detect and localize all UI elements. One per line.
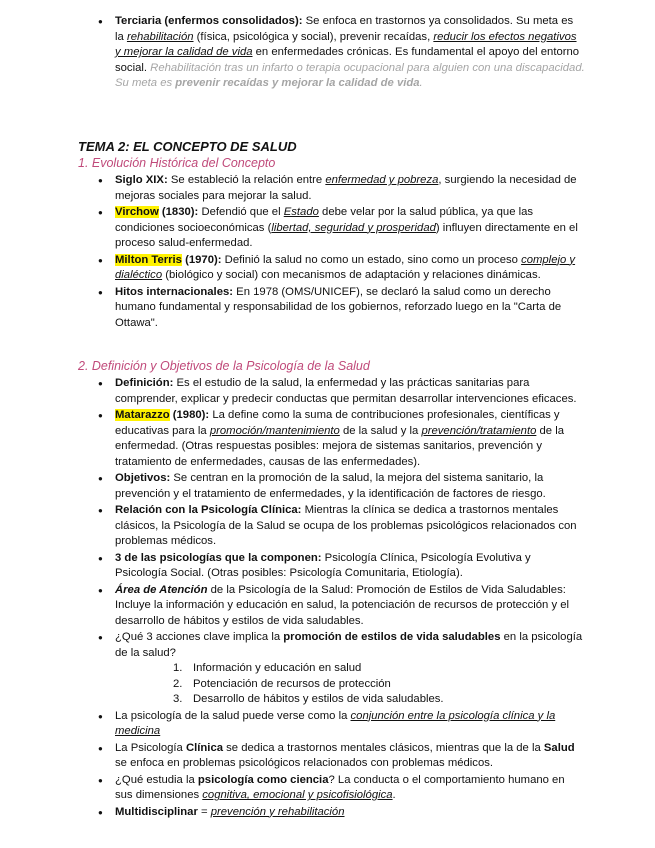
text: La define como la suma de contribuciones profesionales, científicas y educativas para la — [115, 409, 560, 437]
grey-example-end: . — [419, 77, 423, 89]
list-item — [115, 773, 585, 804]
text: (física, psicológica y social), prevenir recaídas, — [193, 30, 434, 43]
underlined-term: promoción/mantenimiento — [209, 424, 340, 437]
underlined-term: prevención y rehabilitación — [210, 805, 345, 818]
item-text: Potenciación de recursos de protección — [193, 677, 391, 690]
text: de la salud y la — [339, 424, 422, 437]
highlighted-name: Milton Terris — [115, 253, 182, 266]
text: En 1978 (OMS/UNICEF), se declaró la salud como un derecho humano fundamental y responsabilidad de los gobiernos, reforzado luego en la "Carta de Ottawa". — [115, 285, 562, 329]
list-item — [115, 471, 585, 502]
text: se dedica a trastornos mentales clásicos, mientras que la de la — [223, 741, 544, 754]
text: ? La conducta o el comportamiento humano en sus dimensiones — [115, 773, 565, 801]
text: Psicología Clínica, Psicología Evolutiva y Psicología Social. (Otras posibles: Psicología Comunitaria, Etiología). — [115, 551, 531, 579]
list-item — [115, 709, 585, 740]
text: Defendió que el — [198, 206, 284, 218]
text: Definió la salud no como un estado, sino como un proceso — [221, 253, 522, 266]
list-item — [115, 741, 585, 772]
text: (biológico y social) con mecanismos de adaptación y relaciones dinámicas. — [162, 269, 541, 281]
underlined-term: Estado — [283, 206, 319, 218]
numbered-item — [173, 661, 585, 677]
underlined-term: reducir los efectos negativos y mejorar la calidad de vida — [115, 30, 577, 58]
text: Se estableció la relación entre — [167, 174, 326, 186]
bold-lead: Definición: — [115, 377, 174, 389]
underlined-term: cognitiva, emocional y psicofisiológica — [202, 789, 393, 801]
terciaria-list — [115, 14, 585, 93]
item-text: Desarrollo de hábitos y estilos de vida saludables. — [193, 693, 444, 705]
numbered-item — [173, 677, 585, 693]
bold-term: Clínica — [185, 741, 224, 754]
tema-title: TEMA 2: EL CONCEPTO DE SALUD — [78, 139, 297, 154]
numbered-list — [173, 661, 585, 708]
grey-bold: prevenir recaídas y mejorar la calidad de vida — [175, 77, 420, 89]
text: Es el estudio de la salud, la enfermedad y las prácticas sanitarias para comprender, explicar y predecir conductas que permitan desarrollar intervenciones eficaces. — [115, 377, 577, 405]
text: se enfoca en problemas psicológicos relacionados con problemas médicos. — [115, 757, 494, 769]
bold-lead: 3 de las psicologías que la componen: — [115, 551, 322, 564]
bold-lead: Área de Atención — [115, 583, 208, 596]
text: en la psicología de la salud? — [115, 631, 583, 659]
list-item — [115, 253, 585, 284]
text: Mientras la clínica se dedica a trastornos mentales clásicos, la Psicología de la Salud se ocupa de los problemas psicológicos relacionados con problemas médicos. — [115, 504, 577, 547]
text: ¿Qué estudia la — [115, 773, 198, 786]
bold-lead: Objetivos: — [115, 472, 171, 484]
text: Se centran en la promoción de la salud, la mejora del sistema sanitario, la prevención y el tratamiento de enfermedades, y la identificación de factores de riesgo. — [115, 472, 546, 500]
text: La psicología de la salud puede verse como la — [115, 709, 351, 722]
bold-term: Multidisciplinar — [115, 805, 198, 818]
bold-lead: Relación con la Psicología Clínica: — [115, 504, 302, 516]
underlined-term: libertad, seguridad y prosperidad — [271, 221, 436, 234]
text: debe velar por la salud pública, ya que las condiciones socioeconómicas ( — [115, 206, 534, 234]
list-item — [115, 173, 585, 204]
section-2-list — [115, 376, 585, 821]
underlined-term: prevención/tratamiento — [421, 424, 537, 437]
bold-term: promoción de estilos de vida saludables — [283, 631, 501, 643]
text: La Psicología — [115, 741, 186, 754]
bold-term: psicología como ciencia — [197, 773, 329, 786]
text: . — [392, 789, 396, 801]
list-item — [115, 14, 585, 92]
item-text: Información y educación en salud — [193, 662, 362, 674]
text: = — [197, 805, 211, 818]
year: (1830): — [158, 206, 199, 218]
item-number: 2. — [173, 677, 183, 690]
list-item — [115, 805, 585, 821]
year: (1980): — [169, 409, 210, 421]
section-1-list — [115, 173, 585, 332]
underlined-term: complejo y dialéctico — [115, 253, 576, 281]
text: , surgiendo la necesidad de mejoras sociales para mejorar la salud. — [115, 174, 577, 202]
year: (1970): — [181, 253, 222, 266]
bold-term: Salud — [543, 741, 575, 754]
underlined-term: rehabilitación — [126, 30, 194, 43]
list-item — [115, 503, 585, 550]
text: de la enfermedad. (Otras respuestas posibles: mejora de sistemas sanitarios, prevención y tratamiento de enfermedades, causas de las enfermedades). — [115, 424, 565, 468]
list-item — [115, 408, 585, 470]
text: en enfermedades crónicas. Es fundamental el apoyo del entorno social. — [115, 46, 580, 74]
bold-lead: Terciaria (enfermos consolidados): — [115, 15, 303, 27]
text: de la Psicología de la Salud: Promoción de Estilos de Vida Saludables: Incluye la información y educación en salud, la potenciación de recursos de protección y el desarrollo de hábitos y estilos de vida saludables. — [115, 583, 570, 627]
item-number: 3. — [173, 693, 183, 705]
underlined-term: conjunción entre la psicología clínica y la medicina — [115, 709, 556, 737]
list-item — [115, 376, 585, 407]
list-item — [115, 583, 585, 630]
text: Se enfoca en trastornos ya consolidados. Su meta es la — [115, 15, 574, 43]
bold-lead: Hitos internacionales: — [115, 285, 234, 298]
highlighted-name: Virchow — [115, 206, 159, 218]
numbered-item — [173, 692, 585, 708]
grey-example: Rehabilitación tras un infarto o terapia ocupacional para alguien con una discapacidad. Su meta es — [115, 61, 585, 89]
section-2-title: 2. Definición y Objetivos de la Psicología de la Salud — [78, 359, 370, 373]
text: ) influyen directamente en el proceso salud-enfermedad. — [115, 221, 578, 249]
underlined-term: enfermedad y pobreza — [325, 174, 439, 186]
section-1-title: 1. Evolución Histórica del Concepto — [78, 156, 276, 170]
list-item — [115, 630, 585, 708]
item-number: 1. — [173, 662, 183, 674]
list-item — [115, 285, 585, 332]
highlighted-name: Matarazzo — [115, 409, 170, 421]
list-item — [115, 205, 585, 252]
text: ¿Qué 3 acciones clave implica la — [115, 631, 284, 643]
bold-lead: Siglo XIX: — [115, 174, 168, 186]
list-item — [115, 551, 585, 582]
